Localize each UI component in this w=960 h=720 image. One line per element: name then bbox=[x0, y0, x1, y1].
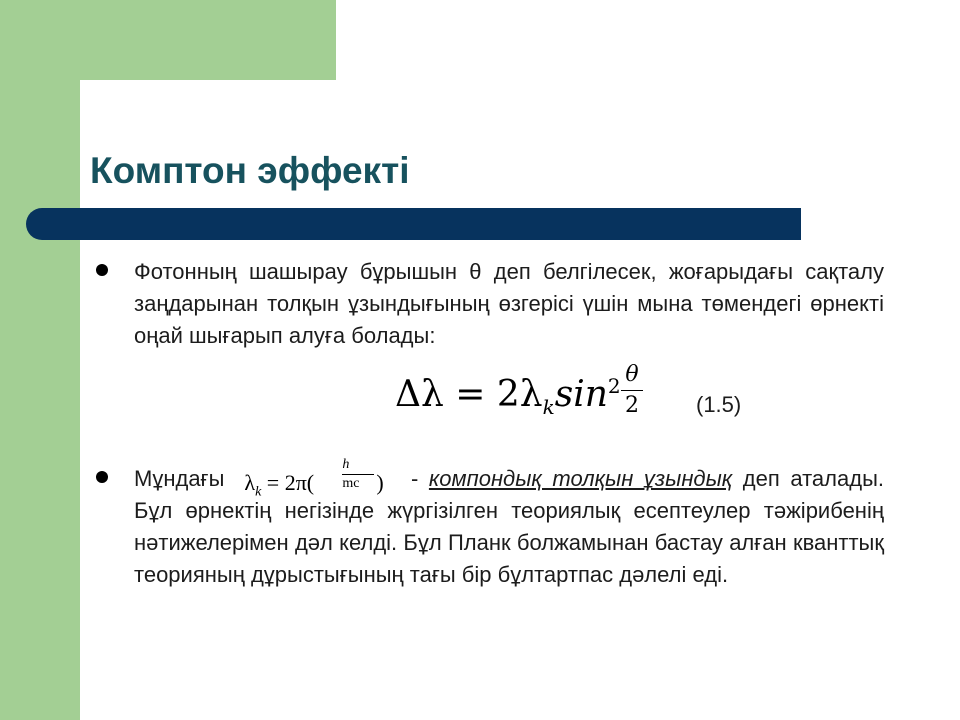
formula-sin: sin bbox=[554, 374, 608, 415]
fraction-bar bbox=[621, 390, 643, 391]
inline-lambda: λ bbox=[244, 470, 256, 495]
inline-equals: = 2π( bbox=[261, 470, 315, 495]
formula-main bbox=[395, 374, 621, 419]
paragraph-2-rest: деп аталады. Бұл өрнектің негізінде жүргізілген теориялық есептеулер тәжірибенің нәтижелерімен дәл келді. Бұл Планк болжамынан бастау алған кванттық теорияның дұрыстығының тағы бір бұлтартпас дәлелі еді. bbox=[134, 466, 884, 587]
equation-number: (1.5) bbox=[696, 392, 742, 417]
green-side-band bbox=[0, 0, 80, 720]
inline-formula-main bbox=[244, 467, 314, 508]
bullet-dot-1 bbox=[96, 264, 108, 276]
formula-subscript: k bbox=[542, 395, 555, 420]
compton-wavelength-link[interactable]: компондық толқын ұзындық bbox=[428, 466, 733, 491]
inline-fraction-bar bbox=[342, 474, 374, 475]
inline-close-paren: ) bbox=[376, 470, 384, 495]
green-top-band bbox=[80, 0, 336, 80]
compton-formula bbox=[395, 360, 655, 432]
paragraph-1: Фотонның шашырау бұрышын θ деп белгілесек, жоғарыдағы сақталу заңдарынан толқын ұзындығының өзгерісі үшін мына төмендегі өрнекті оңай шығарып алуға болады: bbox=[134, 259, 884, 348]
paragraph-2 bbox=[134, 457, 884, 591]
slide-title: Комптон эффекті bbox=[90, 150, 410, 191]
inline-numerator: h bbox=[342, 457, 350, 472]
inline-subscript: k bbox=[255, 484, 262, 500]
title-underline-bar bbox=[26, 208, 801, 240]
paragraph-2-prefix: Мұндағы bbox=[134, 466, 225, 491]
compton-wavelength-formula bbox=[224, 457, 400, 500]
inline-fraction bbox=[342, 457, 374, 492]
inline-denominator: mc bbox=[342, 476, 360, 491]
paragraph-2-dash: - bbox=[400, 466, 429, 491]
bullet-dot-2 bbox=[96, 471, 108, 483]
formula-denominator: 2 bbox=[625, 393, 639, 418]
formula-numerator: θ bbox=[625, 362, 639, 387]
formula-lhs: Δλ = 2λ bbox=[395, 374, 543, 415]
formula-fraction bbox=[621, 362, 643, 419]
formula-power: 2 bbox=[607, 374, 621, 398]
